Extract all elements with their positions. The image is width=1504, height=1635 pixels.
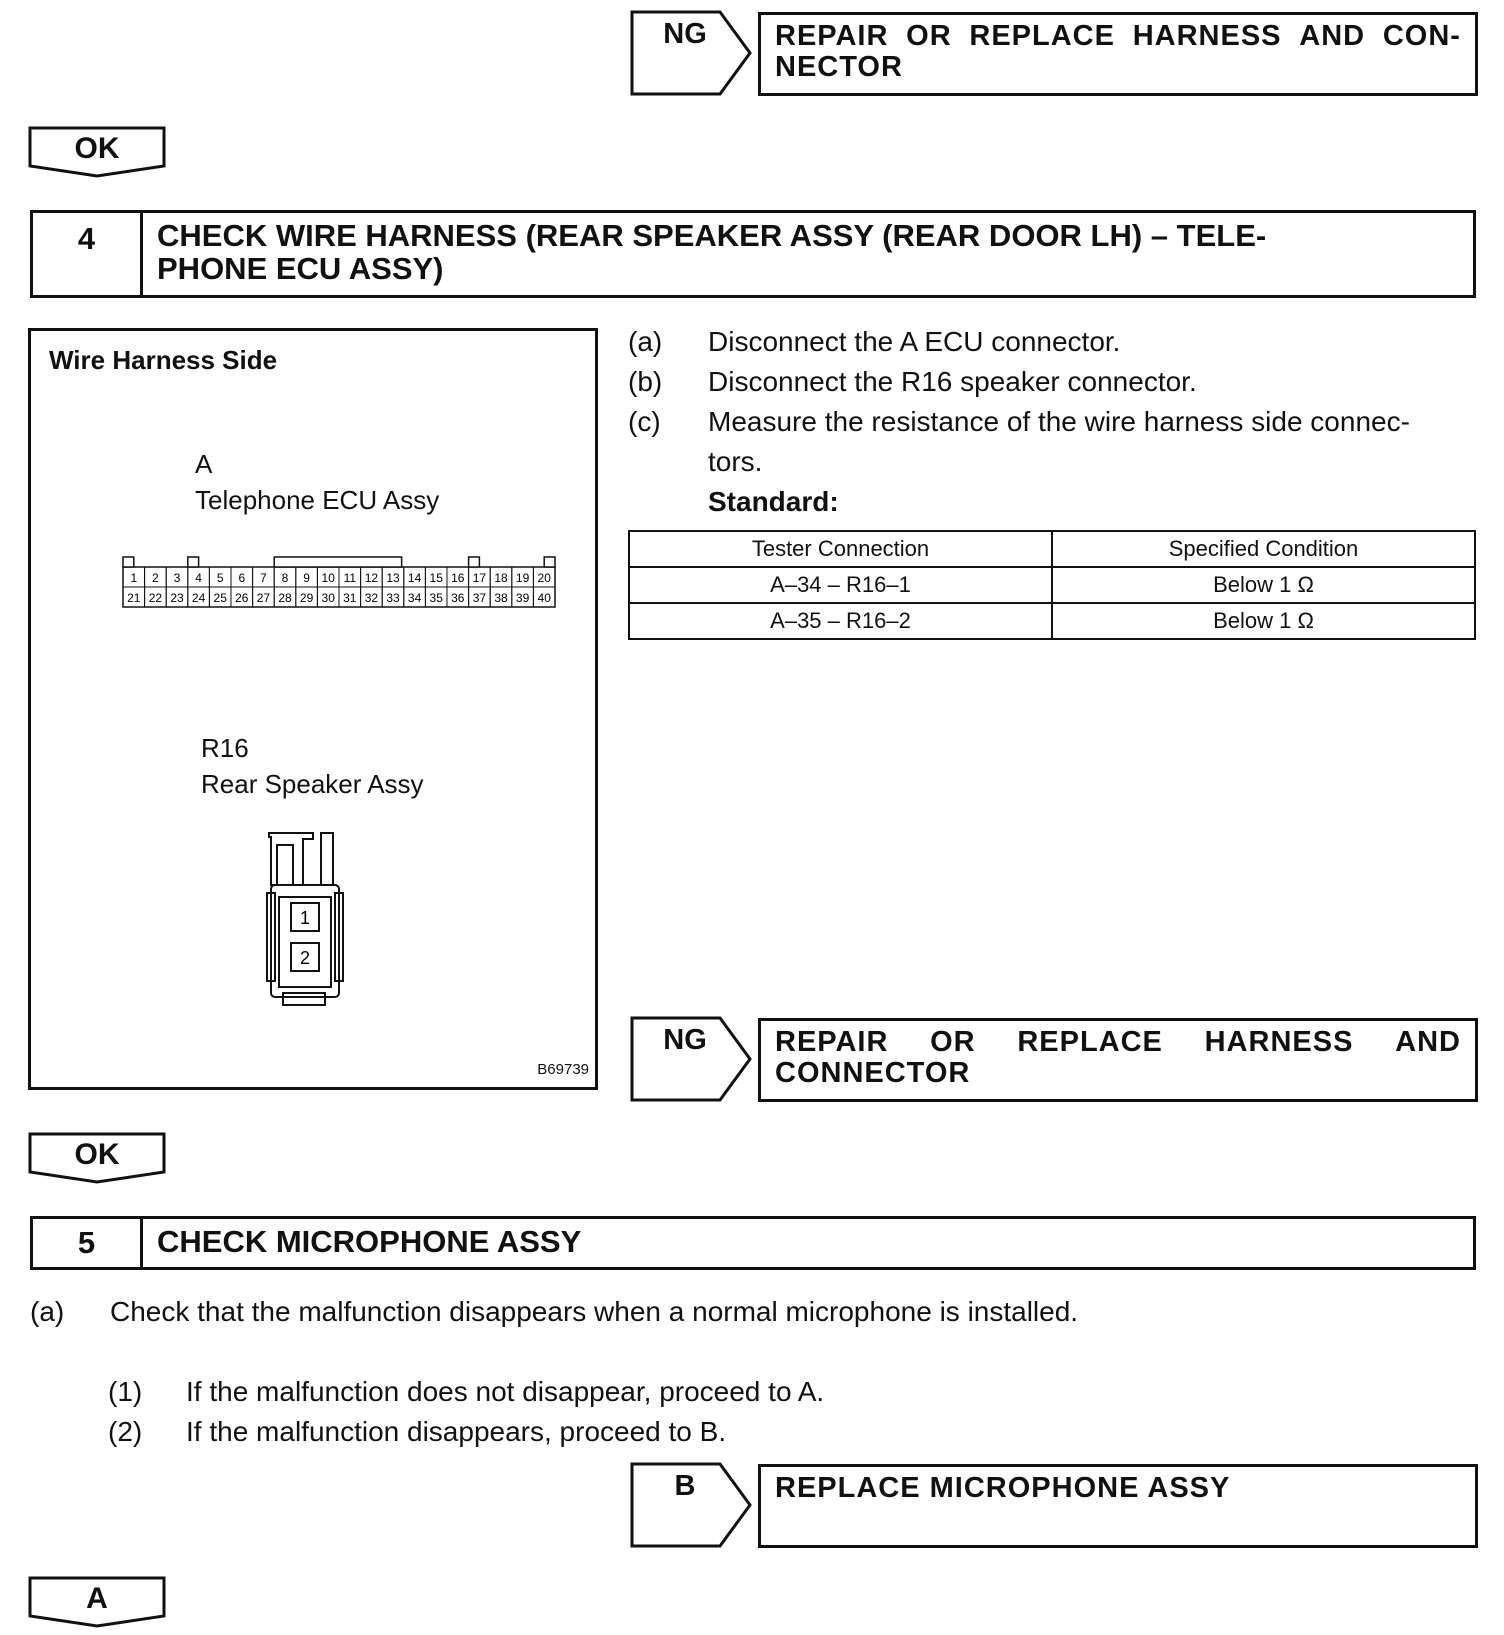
result-word: REPAIR — [775, 20, 889, 52]
ecu-pin-label: 7 — [260, 571, 267, 585]
ecu-pin-label: 24 — [191, 591, 206, 605]
item-text: Measure the resistance of the wire harness side connec- — [708, 406, 1410, 437]
ecu-pin-label: 15 — [429, 571, 443, 585]
ecu-pin-label: 17 — [472, 571, 487, 585]
ecu-pin-label: 25 — [213, 591, 227, 605]
ecu-pin-label: 33 — [386, 591, 400, 605]
result-word: HARNESS — [1132, 20, 1282, 52]
ok-tag-2 — [28, 1132, 166, 1184]
b-branch — [630, 1462, 1478, 1548]
telephone-ecu-connector-diagram — [93, 539, 551, 619]
ecu-pin-label: 19 — [515, 571, 530, 585]
ecu-pin-label: 11 — [343, 571, 357, 585]
connector-a-name: Telephone ECU Assy — [195, 485, 440, 515]
ecu-pin-label: 13 — [386, 571, 400, 585]
ecu-pin-label: 14 — [407, 571, 422, 585]
ecu-pin-label: 37 — [472, 591, 487, 605]
ecu-pin-label: 1 — [130, 571, 138, 585]
result-word: CON- — [1382, 20, 1461, 52]
result-word: OR — [930, 1026, 976, 1058]
item-label: (a) — [628, 326, 663, 357]
ecu-pin-label: 32 — [364, 591, 379, 605]
column-header: Tester Connection — [629, 531, 1052, 567]
ecu-pin-label: 36 — [451, 591, 465, 605]
ecu-pin-label: 38 — [494, 591, 508, 605]
item-text: Disconnect the A ECU connector. — [708, 326, 1121, 357]
ng-branch-2 — [630, 1016, 1478, 1102]
ecu-pin-label: 23 — [170, 591, 184, 605]
step-title-line-1: CHECK WIRE HARNESS (REAR SPEAKER ASSY (REAR DOOR LH) – TELE- — [157, 218, 1267, 253]
item-text: Check that the malfunction disappears when a normal microphone is installed. — [110, 1296, 1079, 1327]
table-header-row — [629, 531, 1475, 567]
connector-r16-name: Rear Speaker Assy — [201, 769, 424, 799]
ok-label: OK — [74, 132, 120, 165]
a-tag — [28, 1576, 166, 1628]
r16-pin-1: 1 — [299, 908, 311, 928]
table-cell: Below 1 Ω — [1052, 603, 1475, 639]
ecu-pin-label: 30 — [321, 591, 335, 605]
ecu-pin-label: 10 — [321, 571, 335, 585]
result-line-2: CONNECTOR — [775, 1057, 971, 1089]
wire-harness-figure — [28, 328, 598, 1090]
ecu-pin-label: 27 — [256, 591, 271, 605]
result-word: OR — [906, 20, 952, 52]
table-cell: Below 1 Ω — [1052, 567, 1475, 603]
result-word: AND — [1395, 1026, 1461, 1058]
ng-branch-1 — [630, 10, 1478, 96]
ecu-pin-label: 29 — [299, 591, 314, 605]
step-5-header — [30, 1216, 1476, 1270]
ecu-pin-label: 22 — [148, 591, 163, 605]
ecu-pin-label: 18 — [494, 571, 508, 585]
item-label: (a) — [30, 1296, 65, 1327]
item-text: Disconnect the R16 speaker connector. — [708, 366, 1197, 397]
item-label: (b) — [628, 366, 663, 397]
rear-speaker-connector-diagram — [265, 831, 365, 1011]
result-line-2: NECTOR — [775, 51, 903, 83]
standard-table — [628, 530, 1476, 640]
table-row — [629, 567, 1475, 603]
step-number: 5 — [33, 1219, 143, 1267]
ecu-pin-label: 34 — [407, 591, 422, 605]
a-label: A — [86, 1582, 108, 1615]
result-word: REPLACE — [1017, 1026, 1163, 1058]
standard-label: Standard: — [708, 486, 839, 517]
column-header: Specified Condition — [1052, 531, 1475, 567]
connector-r16-code: R16 — [201, 733, 249, 763]
item-label: (1) — [108, 1376, 143, 1407]
r16-pin-2: 2 — [299, 948, 311, 968]
ecu-pin-label: 20 — [537, 571, 551, 585]
step-number: 4 — [33, 213, 143, 295]
result-word: REPLACE — [969, 20, 1115, 52]
connector-a-code: A — [195, 449, 213, 479]
result-word: REPAIR — [775, 1026, 889, 1058]
ecu-pin-label: 26 — [235, 591, 249, 605]
ok-label: OK — [74, 1138, 120, 1171]
figure-heading: Wire Harness Side — [49, 345, 278, 375]
table-cell: A–34 – R16–1 — [629, 567, 1052, 603]
ecu-pin-label: 4 — [195, 571, 202, 585]
ecu-pin-label: 3 — [173, 571, 181, 585]
ecu-pin-label: 39 — [515, 591, 530, 605]
ecu-pin-label: 5 — [216, 571, 224, 585]
result-word: HARNESS — [1204, 1026, 1354, 1058]
ecu-pin-label: 6 — [238, 571, 246, 585]
result-word: AND — [1299, 20, 1366, 52]
repair-harness-box-1 — [758, 12, 1478, 96]
ecu-pin-label: 9 — [303, 571, 310, 585]
ok-tag-1 — [28, 126, 166, 178]
item-label: (2) — [108, 1416, 143, 1447]
item-text: If the malfunction disappears, proceed to B. — [186, 1416, 727, 1447]
ng-tag-label: NG — [663, 18, 707, 50]
step-title — [143, 213, 1473, 295]
ecu-pin-label: 31 — [343, 591, 357, 605]
item-label: (c) — [628, 406, 661, 437]
ecu-pin-label: 2 — [152, 571, 159, 585]
repair-harness-box-2 — [758, 1018, 1478, 1102]
table-cell: A–35 – R16–2 — [629, 603, 1052, 639]
ecu-pin-label: 35 — [429, 591, 443, 605]
ecu-pin-label: 16 — [451, 571, 465, 585]
ecu-pin-label: 40 — [537, 591, 551, 605]
replace-microphone-box: REPLACE MICROPHONE ASSY — [758, 1464, 1478, 1548]
ng-tag-label: NG — [663, 1024, 707, 1056]
step-4-header — [30, 210, 1476, 298]
ecu-pin-label: 8 — [281, 571, 289, 585]
table-row — [629, 603, 1475, 639]
ecu-pin-label: 12 — [364, 571, 379, 585]
b-tag-label: B — [674, 1470, 696, 1502]
step-title: CHECK MICROPHONE ASSY — [157, 1224, 582, 1259]
step-title-line-2: PHONE ECU ASSY) — [157, 251, 444, 286]
figure-id: B69739 — [537, 1061, 589, 1078]
ecu-pin-label: 28 — [278, 591, 292, 605]
item-text-continued: tors. — [708, 446, 763, 477]
ecu-pin-label: 21 — [127, 591, 141, 605]
item-text: If the malfunction does not disappear, proceed to A. — [186, 1376, 825, 1407]
